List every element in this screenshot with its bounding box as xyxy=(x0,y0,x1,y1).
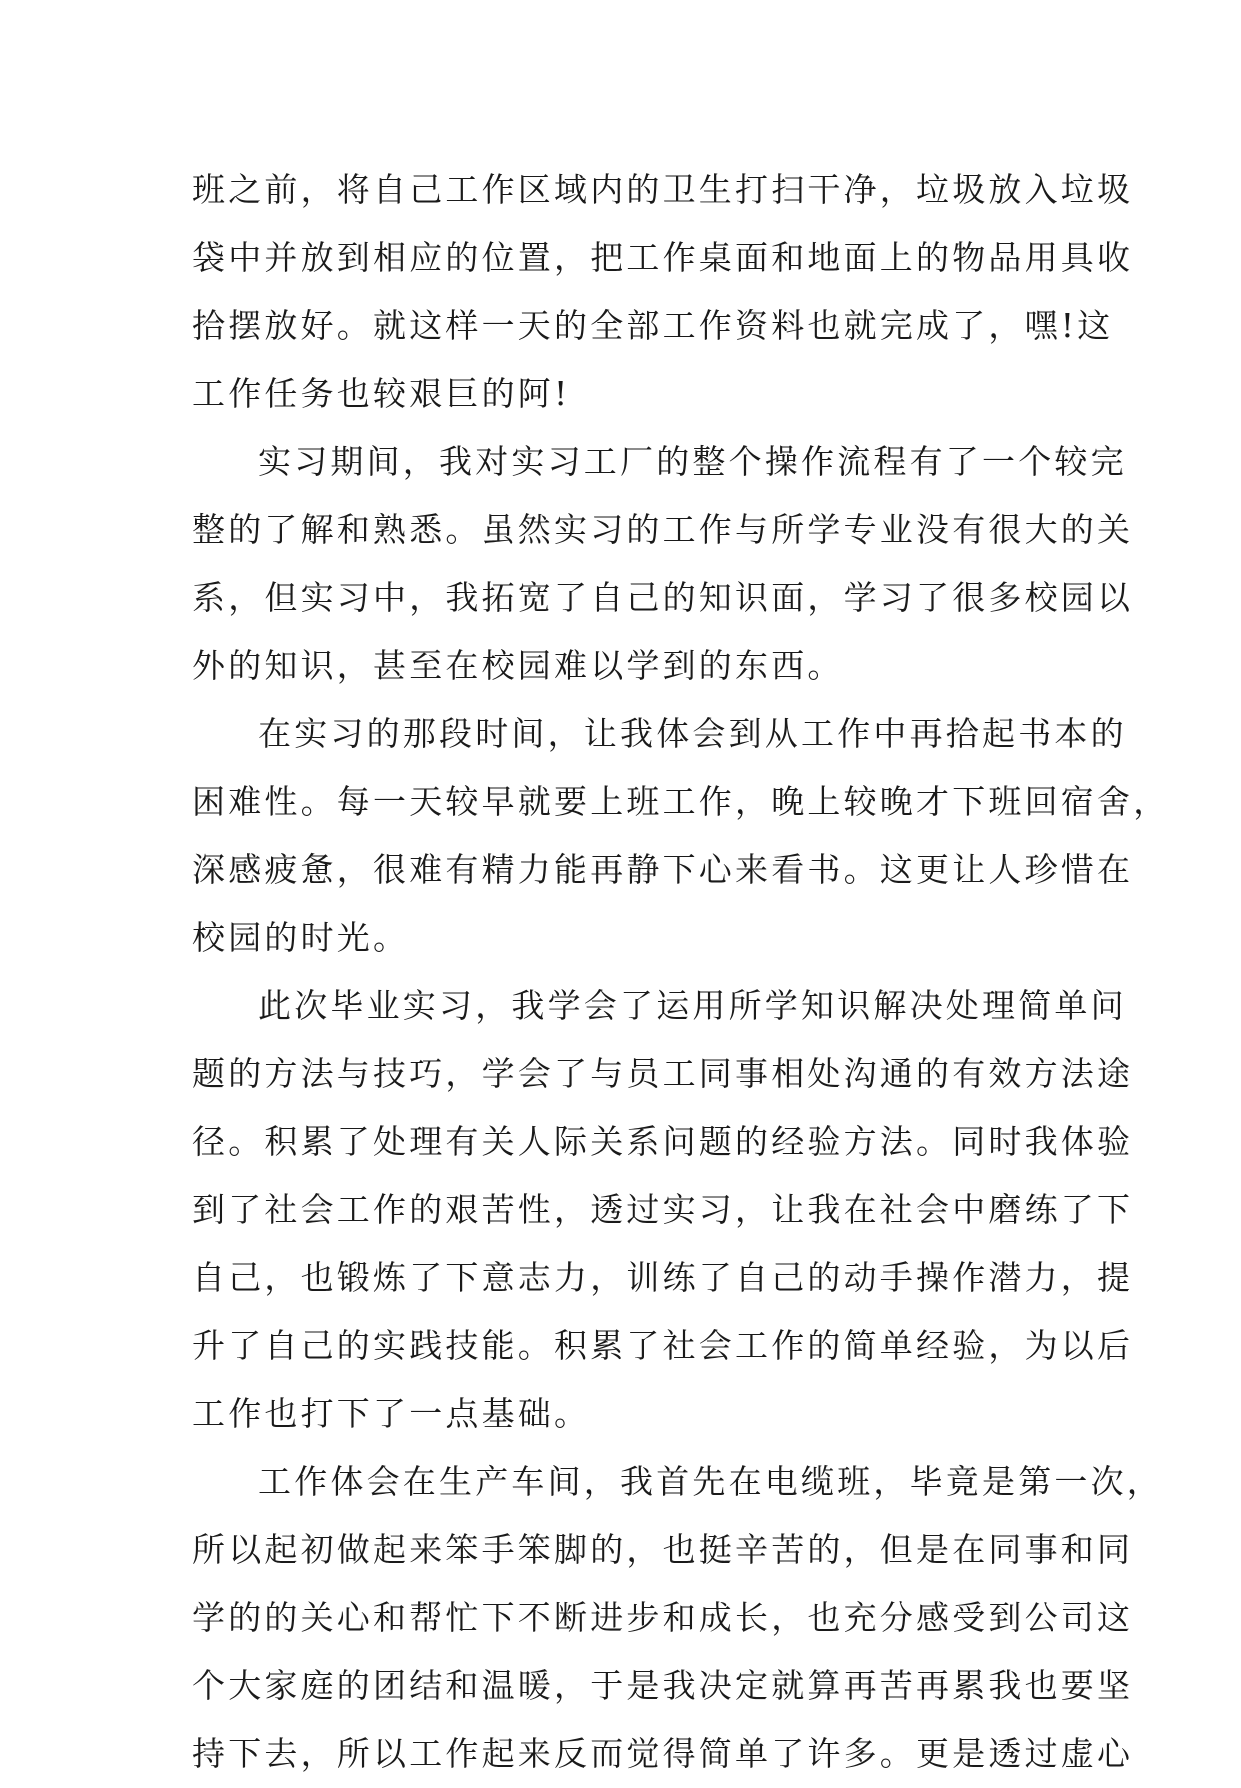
paragraph-1 xyxy=(192,156,1134,428)
text-line: 径。积累了处理有关人际关系问题的经验方法。同时我体验 xyxy=(192,1122,1134,1161)
text-line: 实习期间，我对实习工厂的整个操作流程有了一个较完 xyxy=(258,442,1127,481)
text-line: 题的方法与技巧，学会了与员工同事相处沟通的有效方法途 xyxy=(192,1054,1134,1093)
text-line: 持下去，所以工作起来反而觉得简单了许多。更是透过虚心 xyxy=(192,1734,1134,1773)
paragraph-4 xyxy=(192,972,1134,1448)
text-line: 班之前，将自己工作区域内的卫生打扫干净，垃圾放入垃圾 xyxy=(192,170,1134,209)
text-line: 系，但实习中，我拓宽了自己的知识面，学习了很多校园以 xyxy=(192,578,1134,617)
text-line: 校园的时光。 xyxy=(192,918,410,957)
paragraph-2 xyxy=(192,428,1134,700)
text-line: 所以起初做起来笨手笨脚的，也挺辛苦的，但是在同事和同 xyxy=(192,1530,1134,1569)
text-line: 在实习的那段时间，让我体会到从工作中再拾起书本的 xyxy=(258,714,1127,753)
text-line: 个大家庭的团结和温暖，于是我决定就算再苦再累我也要坚 xyxy=(192,1666,1134,1705)
text-line: 工作也打下了一点基础。 xyxy=(192,1394,591,1433)
text-line: 升了自己的实践技能。积累了社会工作的简单经验，为以后 xyxy=(192,1326,1134,1365)
text-line: 自己，也锻炼了下意志力，训练了自己的动手操作潜力，提 xyxy=(192,1258,1134,1297)
document-body xyxy=(192,156,1170,1788)
text-line: 整的了解和熟悉。虽然实习的工作与所学专业没有很大的关 xyxy=(192,510,1134,549)
text-line: 困难性。每一天较早就要上班工作，晚上较晚才下班回宿舍， xyxy=(192,782,1170,821)
text-line: 工作任务也较艰巨的阿! xyxy=(192,374,571,413)
text-line: 工作体会在生产车间，我首先在电缆班，毕竟是第一次， xyxy=(258,1462,1163,1501)
text-line: 外的知识，甚至在校园难以学到的东西。 xyxy=(192,646,844,685)
paragraph-5 xyxy=(192,1448,1163,1788)
text-line: 到了社会工作的艰苦性，透过实习，让我在社会中磨练了下 xyxy=(192,1190,1134,1229)
paragraph-3 xyxy=(192,700,1170,972)
text-line: 袋中并放到相应的位置，把工作桌面和地面上的物品用具收 xyxy=(192,238,1134,277)
text-line: 深感疲惫，很难有精力能再静下心来看书。这更让人珍惜在 xyxy=(192,850,1134,889)
text-line: 学的的关心和帮忙下不断进步和成长，也充分感受到公司这 xyxy=(192,1598,1134,1637)
text-line: 拾摆放好。就这样一天的全部工作资料也就完成了，嘿!这 xyxy=(192,306,1114,345)
text-line: 此次毕业实习，我学会了运用所学知识解决处理简单问 xyxy=(258,986,1127,1025)
